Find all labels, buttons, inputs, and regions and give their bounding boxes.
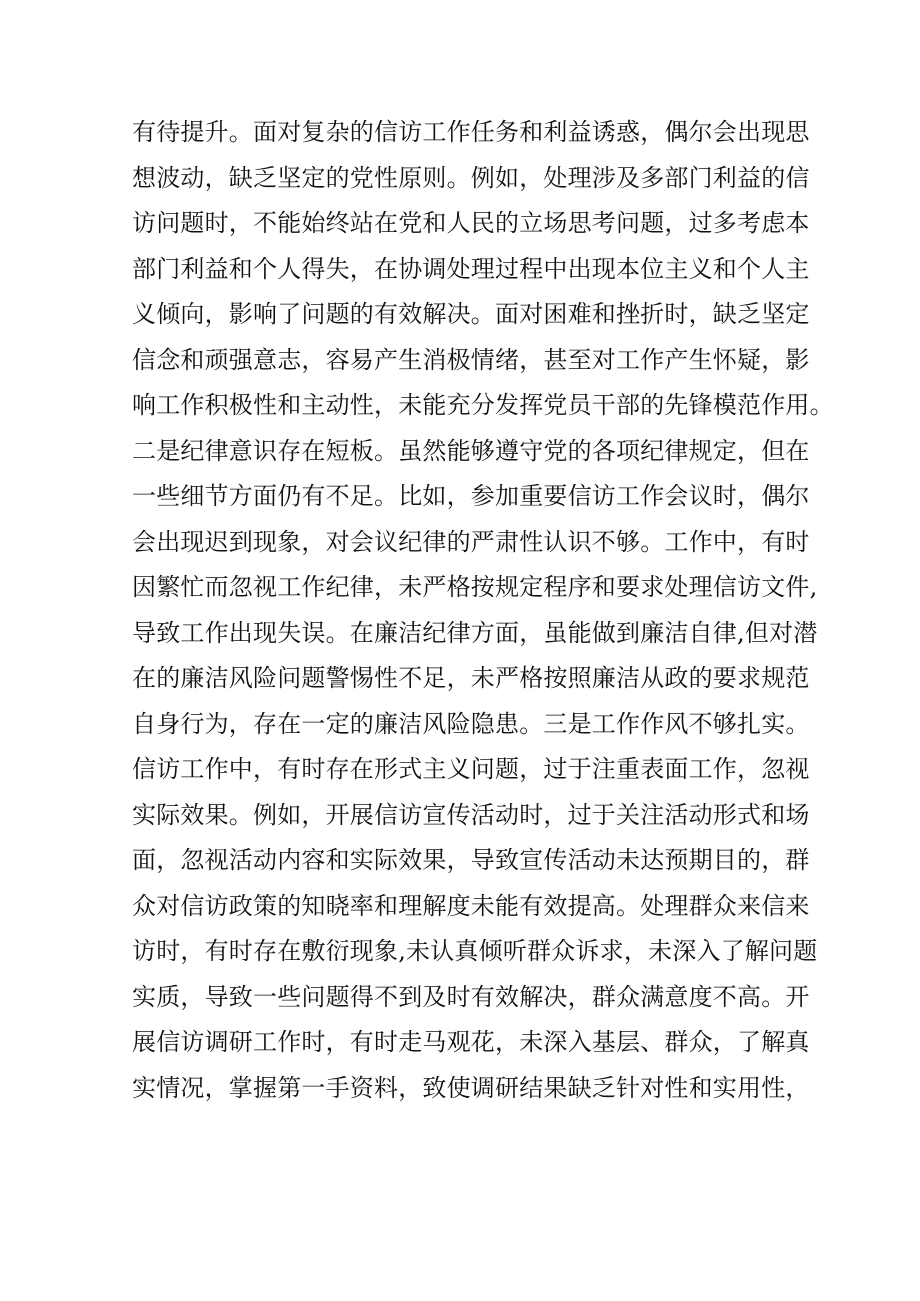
text-line-6: 信念和顽强意志，容易产生消极情绪，甚至对工作产生怀疑，影 [132, 345, 810, 374]
text-line-12: 导致工作出现失误。在廉洁纪律方面，虽能做到廉洁自律,但对潜 [132, 618, 818, 647]
text-line-7: 响工作积极性和主动性，未能充分发挥党员干部的先锋模范作用。 [132, 391, 834, 419]
text-line-11: 因繁忙而忽视工作纪律，未严格按规定程序和要求处理信访文件, [132, 573, 818, 601]
text-line-8: 二是纪律意识存在短板。虽然能够遵守党的各项纪律规定，但在 [132, 436, 810, 465]
text-line-21: 展信访调研工作时，有时走马观花，未深入基层、群众，了解真 [132, 1028, 810, 1056]
text-line-4: 部门利益和个人得失，在协调处理过程中出现本位主义和个人主 [132, 254, 810, 283]
text-line-10: 会出现迟到现象，对会议纪律的严肃性认识不够。工作中，有时 [132, 527, 810, 556]
text-line-2: 想波动，缺乏坚定的党性原则。例如，处理涉及多部门利益的信 [132, 163, 810, 192]
text-line-16: 实际效果。例如，开展信访宣传活动时，过于关注活动形式和场 [132, 800, 810, 829]
body-text [132, 110, 834, 1111]
text-line-22: 实情况，掌握第一手资料，致使调研结果缺乏针对性和实用性， [132, 1073, 810, 1102]
text-line-19: 访时，有时存在敷衍现象,未认真倾听群众诉求，未深入了解问题 [132, 937, 818, 965]
text-line-17: 面，忽视活动内容和实际效果，导致宣传活动未达预期目的，群 [132, 846, 810, 874]
text-line-1: 有待提升。面对复杂的信访工作任务和利益诱惑，偶尔会出现思 [132, 118, 810, 146]
text-line-13: 在的廉洁风险问题警惕性不足，未严格按照廉洁从政的要求规范 [132, 664, 810, 692]
text-line-14: 自身行为，存在一定的廉洁风险隐患。三是工作作风不够扎实。 [132, 709, 810, 738]
text-line-9: 一些细节方面仍有不足。比如，参加重要信访工作会议时，偶尔 [132, 482, 810, 510]
text-line-20: 实质，导致一些问题得不到及时有效解决，群众满意度不高。开 [132, 982, 810, 1011]
text-line-18: 众对信访政策的知晓率和理解度未能有效提高。处理群众来信来 [132, 891, 810, 920]
text-line-5: 义倾向，影响了问题的有效解决。面对困难和挫折时，缺乏坚定 [132, 300, 810, 328]
text-line-3: 访问题时，不能始终站在党和人民的立场思考问题，过多考虑本 [132, 209, 810, 237]
text-line-15: 信访工作中，有时存在形式主义问题，过于注重表面工作，忽视 [132, 755, 810, 783]
